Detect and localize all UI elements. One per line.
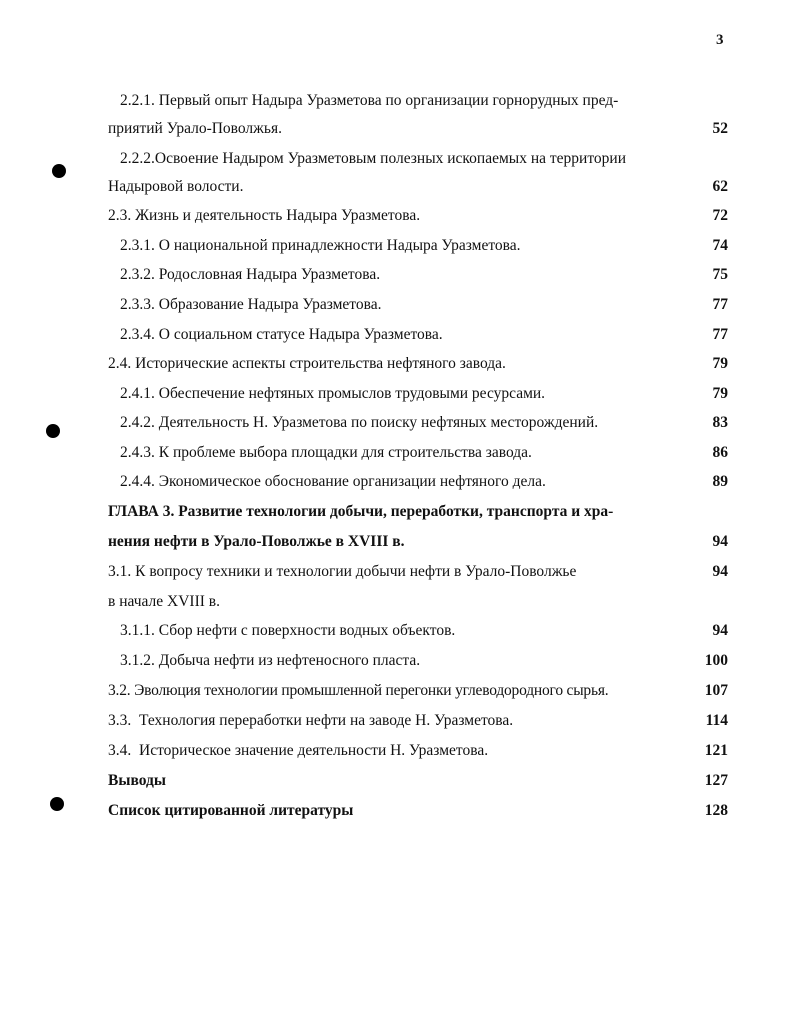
toc-entry <box>0 324 792 346</box>
toc-entry-page: 121 <box>704 742 728 759</box>
toc-entry-title: 2.2.2.Освоение Надыром Уразметовым полезных ископаемых на территории <box>120 150 626 167</box>
toc-entry-title: ГЛАВА 3. Развитие технологии добычи, переработки, транспорта и хра- <box>108 503 614 520</box>
toc-entry-page: 100 <box>704 652 728 669</box>
toc-conclusions <box>0 770 792 792</box>
toc-entry-title: 3.2. Эволюция технологии промышленной перегонки углеводородного сырья. <box>108 682 609 699</box>
toc-entry-title: 2.3.4. О социальном статусе Надыра Уразметова. <box>120 326 443 343</box>
toc-entry-page: 86 <box>712 444 728 461</box>
toc-entry <box>0 412 792 434</box>
toc-entry-title: 2.4. Исторические аспекты строительства нефтяного завода. <box>108 355 506 372</box>
page-number: 3 <box>716 32 724 48</box>
toc-entry-title: 3.1.2. Добыча нефти из нефтеносного пласта. <box>120 652 421 669</box>
toc-entry <box>0 383 792 405</box>
toc-entry-title: 3.4. Историческое значение деятельности Н. Уразметова. <box>108 742 489 759</box>
toc-entry-page: 114 <box>705 712 728 729</box>
toc-entry <box>0 176 792 198</box>
toc-entry-title: 2.3.2. Родословная Надыра Уразметова. <box>120 266 381 283</box>
toc-entry <box>0 235 792 257</box>
toc-entry-title: 2.4.2. Деятельность Н. Уразметова по поиску нефтяных месторождений. <box>120 414 599 431</box>
toc-entry <box>0 620 792 642</box>
toc-entry-page: 83 <box>712 414 728 431</box>
toc-entry-title: 3.1.1. Сбор нефти с поверхности водных объектов. <box>120 622 456 639</box>
toc-entry <box>0 591 792 613</box>
toc-entry-title: Выводы <box>108 772 166 789</box>
toc-chapter-heading <box>0 531 792 553</box>
toc-entry-title: нения нефти в Урало-Поволжье в XVIII в. <box>108 533 405 550</box>
toc-entry-page: 79 <box>712 355 728 372</box>
toc-entry-page: 77 <box>712 296 728 313</box>
toc-entry-title: приятий Урало-Поволжья. <box>108 120 282 137</box>
toc-entry-title: Список цитированной литературы <box>108 802 354 819</box>
toc-entry-title: в начале XVIII в. <box>108 593 220 610</box>
toc-entry <box>0 471 792 493</box>
toc-entry <box>0 353 792 375</box>
toc-entry-title: 2.3.3. Образование Надыра Уразметова. <box>120 296 382 313</box>
toc-entry <box>0 650 792 672</box>
toc-entry <box>0 710 792 732</box>
toc-entry-page: 107 <box>704 682 728 699</box>
toc-entry-title: 2.2.1. Первый опыт Надыра Уразметова по организации горнорудных пред- <box>120 92 619 109</box>
toc-entry-page: 94 <box>712 622 728 639</box>
toc-chapter-heading <box>0 501 792 523</box>
toc-entry <box>0 148 792 170</box>
toc-entry <box>0 442 792 464</box>
toc-entry-page: 77 <box>712 326 728 343</box>
toc-entry-page: 72 <box>712 207 728 224</box>
toc-entry-page: 94 <box>712 563 728 580</box>
toc-entry-title: 2.3. Жизнь и деятельность Надыра Уразметова. <box>108 207 421 224</box>
toc-entry-title: 2.4.4. Экономическое обоснование организации нефтяного дела. <box>120 473 546 490</box>
toc-entry <box>0 740 792 762</box>
toc-entry-page: 62 <box>712 178 728 195</box>
toc-entry <box>0 680 792 702</box>
toc-entry-page: 89 <box>712 473 728 490</box>
toc-entry-page: 94 <box>712 533 728 550</box>
toc-entry-page: 79 <box>712 385 728 402</box>
toc-entry-page: 127 <box>704 772 728 789</box>
toc-entry <box>0 561 792 583</box>
toc-entry <box>0 90 792 112</box>
toc-entry-page: 128 <box>704 802 728 819</box>
toc-entry <box>0 264 792 286</box>
toc-references <box>0 800 792 822</box>
toc-entry-title: Надыровой волости. <box>108 178 244 195</box>
toc-entry-title: 3.3. Технология переработки нефти на заводе Н. Уразметова. <box>108 712 514 729</box>
toc-entry <box>0 205 792 227</box>
toc-entry-page: 74 <box>712 237 728 254</box>
toc-entry-title: 2.4.1. Обеспечение нефтяных промыслов трудовыми ресурсами. <box>120 385 546 402</box>
toc-entry <box>0 294 792 316</box>
toc-entry <box>0 118 792 140</box>
toc-entry-page: 75 <box>712 266 728 283</box>
toc-entry-title: 3.1. К вопросу техники и технологии добычи нефти в Урало-Поволжье <box>108 563 577 580</box>
toc-entry-title: 2.3.1. О национальной принадлежности Надыра Уразметова. <box>120 237 521 254</box>
toc-entry-title: 2.4.3. К проблеме выбора площадки для строительства завода. <box>120 444 532 461</box>
toc-entry-page: 52 <box>712 120 728 137</box>
